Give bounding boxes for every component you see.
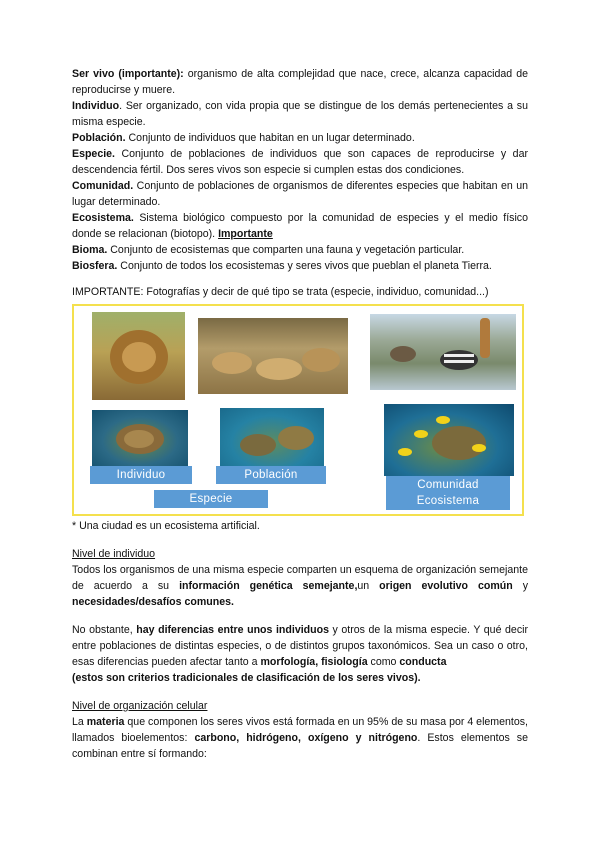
definition-text: Conjunto de ecosistemas que comparten una fauna y vegetación particular.: [107, 244, 465, 256]
text: y: [512, 580, 528, 592]
definition-bioma: [72, 242, 528, 258]
label-ecosistema: Ecosistema: [416, 495, 480, 507]
term: Bioma.: [72, 244, 108, 256]
term: Biosfera.: [72, 260, 118, 272]
label-especie: Especie: [154, 490, 268, 508]
definition-text: Sistema biológico compuesto por la comunidad de especies y el medio físico donde se relacionan (biotopo).: [72, 212, 528, 240]
definition-biosfera: [72, 258, 528, 274]
heading-nivel-individuo: Nivel de individuo: [72, 548, 156, 560]
bold-text: morfología, fisiología: [260, 656, 368, 668]
organization-levels-figure: [72, 304, 524, 516]
definition-text: Conjunto de poblaciones de organismos de diferentes especies que habitan en un lugar determinado.: [72, 180, 528, 208]
label-comunidad: Comunidad: [417, 479, 479, 491]
text: No obstante,: [72, 624, 137, 636]
lion-pride-photo: [198, 318, 348, 394]
definition-individuo: [72, 98, 528, 130]
turtles-photo: [220, 408, 324, 466]
term: Ecosistema.: [72, 212, 134, 224]
text: Todos los organismos de una misma especie comparten un esquema de organización semejante de acuerdo a su: [72, 564, 528, 592]
definition-poblacion: [72, 130, 528, 146]
paragraph-individuo-1: [72, 562, 528, 610]
definition-comunidad: [72, 178, 528, 210]
paragraph-celular: [72, 714, 528, 762]
heading-nivel-celular: Nivel de organización celular: [72, 700, 208, 712]
text: que componen los seres vivos está formada en un 95% de su masa por 4 elementos, llamados bioelementos:: [72, 716, 528, 744]
turtle-photo: [92, 410, 188, 466]
bold-text: origen evolutivo común: [379, 580, 513, 592]
important-note: IMPORTANTE: Fotografías y decir de qué tipo se trata (especie, individuo, comunidad...): [72, 286, 489, 298]
importante-mark: Importante: [218, 228, 273, 240]
bold-text: materia: [86, 716, 125, 728]
term: Individuo: [72, 100, 120, 112]
label-individuo: Individuo: [90, 466, 192, 484]
bold-text: hay diferencias entre unos individuos: [136, 624, 329, 636]
bold-text: carbono, hidrógeno, oxígeno y nitrógeno: [194, 732, 418, 744]
definition-ecosistema: [72, 210, 528, 242]
footnote: * Una ciudad es un ecosistema artificial.: [72, 520, 260, 532]
definition-text: Conjunto de todos los ecosistemas y seres vivos que pueblan el planeta Tierra.: [117, 260, 492, 272]
coral-reef-photo: [384, 404, 514, 476]
label-poblacion: Población: [216, 466, 326, 484]
term: Comunidad.: [72, 180, 134, 192]
text: . Estos elementos se combinan entre sí formando:: [72, 732, 529, 760]
text: un: [357, 580, 380, 592]
definition-text: Conjunto de poblaciones de individuos que son capaces de reproducirse y dar descendencia fértil. Dos seres vivos son especie si cumplen estas dos condiciones.: [72, 148, 528, 176]
label-comunidad-ecosistema: [386, 476, 510, 510]
text: y otros de la misma especie. Y qué decir entre poblaciones de distintas especies, o de distintos grupos taxonómicos. Sea un caso o otro, esas diferencias pueden afectar tanto a: [72, 624, 528, 668]
definition-ser-vivo: [72, 66, 528, 98]
definition-especie: [72, 146, 528, 178]
definition-text: Conjunto de individuos que habitan en un lugar determinado.: [125, 132, 415, 144]
paragraph-individuo-2: [72, 622, 528, 686]
text: como: [367, 656, 400, 668]
text: La: [72, 716, 87, 728]
bold-text: (estos son criterios tradicionales de clasificación de los seres vivos).: [72, 672, 421, 684]
definition-text: . Ser organizado, con vida propia que se distingue de los demás pertenecientes a su misma especie.: [72, 100, 528, 128]
savanna-animals-photo: [370, 314, 516, 390]
definition-text: organismo de alta complejidad que nace, crece, alcanza capacidad de reproducirse y muere.: [72, 68, 528, 96]
bold-text: conducta: [399, 656, 447, 668]
lion-photo: [92, 312, 185, 400]
bold-text: información genética semejante,: [179, 580, 358, 592]
term: Ser vivo (importante):: [72, 68, 184, 80]
term: Especie.: [72, 148, 115, 160]
term: Población.: [72, 132, 126, 144]
bold-text: necesidades/desafíos comunes.: [72, 596, 234, 608]
document-page: [72, 66, 528, 762]
